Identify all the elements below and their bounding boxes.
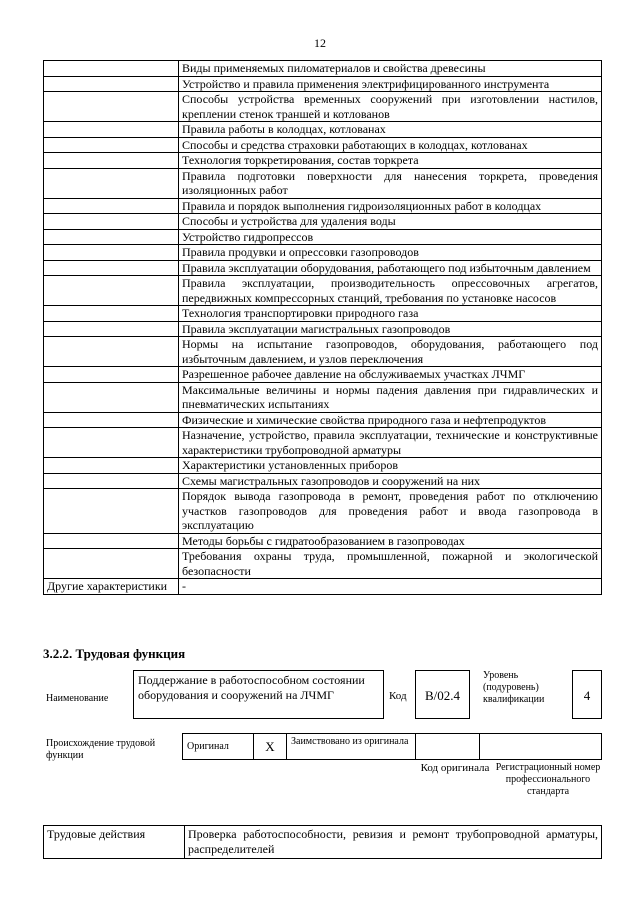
knowledge-left-cell	[44, 122, 179, 138]
knowledge-row	[44, 122, 602, 138]
knowledge-item: Способы и устройства для удаления воды	[179, 214, 602, 230]
borrowed-label: Заимствовано из оригинала	[291, 736, 409, 747]
knowledge-left-cell	[44, 533, 179, 549]
knowledge-left-cell	[44, 382, 179, 412]
knowledge-table	[43, 60, 602, 595]
knowledge-item: Назначение, устройство, правила эксплуатации, технические и конструктивные характеристики трубопроводной арматуры	[179, 428, 602, 458]
knowledge-left-cell	[44, 245, 179, 261]
action-item: Проверка работоспособности, ревизия и ремонт трубопроводной арматуры, распределителей	[188, 827, 598, 856]
knowledge-row	[44, 306, 602, 322]
knowledge-left-cell	[44, 489, 179, 534]
knowledge-row	[44, 428, 602, 458]
original-code-cell	[416, 734, 480, 760]
knowledge-row	[44, 260, 602, 276]
other-characteristics-row	[44, 579, 602, 595]
knowledge-row	[44, 473, 602, 489]
knowledge-row	[44, 276, 602, 306]
knowledge-row	[44, 245, 602, 261]
level-value-box	[572, 670, 602, 719]
knowledge-left-cell	[44, 473, 179, 489]
knowledge-item: Требования охраны труда, промышленной, пожарной и экологической безопасности	[179, 549, 602, 579]
knowledge-left-cell	[44, 367, 179, 383]
knowledge-row	[44, 458, 602, 474]
actions-table	[43, 825, 602, 859]
knowledge-item: Устройство и правила применения электрифицированного инструмента	[179, 76, 602, 92]
code-original-caption: Код оригинала	[420, 762, 490, 774]
knowledge-left-cell	[44, 458, 179, 474]
knowledge-item: Правила подготовки поверхности для нанесения торкрета, проведения изоляционных работ	[179, 168, 602, 198]
level-label: Уровень (подуровень) квалификации	[483, 670, 545, 705]
knowledge-item: Характеристики установленных приборов	[179, 458, 602, 474]
other-characteristics-label: Другие характеристики	[44, 579, 179, 595]
knowledge-left-cell	[44, 198, 179, 214]
function-name-value: Поддержание в работоспособном состоянии оборудования и сооружений на ЛЧМГ	[138, 673, 365, 702]
knowledge-item: Физические и химические свойства природного газа и нефтепродуктов	[179, 412, 602, 428]
knowledge-row	[44, 382, 602, 412]
knowledge-left-cell	[44, 229, 179, 245]
actions-label: Трудовые действия	[47, 827, 146, 841]
knowledge-item: Порядок вывода газопровода в ремонт, проведения работ по отключению участков газопроводов для проведения работ и ввода газопровода в эксплуатацию	[179, 489, 602, 534]
origin-table	[182, 733, 602, 760]
section-title: 3.2.2. Трудовая функция	[43, 646, 186, 661]
page-number: 12	[314, 36, 326, 50]
knowledge-left-cell	[44, 306, 179, 322]
actions-item-cell	[185, 826, 602, 859]
actions-label-cell	[44, 826, 185, 859]
knowledge-row	[44, 489, 602, 534]
knowledge-row	[44, 76, 602, 92]
original-label: Оригинал	[187, 741, 229, 752]
knowledge-left-cell	[44, 428, 179, 458]
knowledge-left-cell	[44, 61, 179, 77]
knowledge-row	[44, 337, 602, 367]
knowledge-left-cell	[44, 76, 179, 92]
knowledge-item: Методы борьбы с гидратообразованием в газопроводах	[179, 533, 602, 549]
registration-number-cell	[480, 734, 602, 760]
knowledge-left-cell	[44, 337, 179, 367]
knowledge-item: Виды применяемых пиломатериалов и свойства древесины	[179, 61, 602, 77]
knowledge-left-cell	[44, 321, 179, 337]
knowledge-item: Технология транспортировки природного газа	[179, 306, 602, 322]
knowledge-row	[44, 412, 602, 428]
knowledge-left-cell	[44, 214, 179, 230]
knowledge-row	[44, 214, 602, 230]
knowledge-row	[44, 229, 602, 245]
knowledge-row	[44, 533, 602, 549]
knowledge-item: Способы и средства страховки работающих в колодцах, котлованах	[179, 137, 602, 153]
knowledge-left-cell	[44, 92, 179, 122]
code-value-box	[415, 670, 470, 719]
knowledge-item: Устройство гидропрессов	[179, 229, 602, 245]
knowledge-item: Правила продувки и опрессовки газопроводов	[179, 245, 602, 261]
knowledge-row	[44, 61, 602, 77]
knowledge-left-cell	[44, 168, 179, 198]
original-mark-cell	[254, 734, 287, 760]
knowledge-left-cell	[44, 260, 179, 276]
knowledge-row	[44, 549, 602, 579]
origin-label: Происхождение трудовой функции	[46, 738, 156, 761]
knowledge-row	[44, 168, 602, 198]
knowledge-row	[44, 367, 602, 383]
knowledge-row	[44, 198, 602, 214]
code-value: B/02.4	[424, 688, 461, 703]
knowledge-item: Правила эксплуатации, производительность опрессовочных агрегатов, передвижных компрессорных станций, требования по установке насосов	[179, 276, 602, 306]
function-name-box	[133, 670, 384, 719]
knowledge-left-cell	[44, 412, 179, 428]
knowledge-left-cell	[44, 549, 179, 579]
borrowed-cell	[287, 734, 416, 760]
code-label: Код	[389, 690, 407, 702]
knowledge-row	[44, 153, 602, 169]
original-mark: X	[265, 739, 275, 754]
knowledge-item: Правила работы в колодцах, котлованах	[179, 122, 602, 138]
knowledge-left-cell	[44, 153, 179, 169]
knowledge-item: Правила и порядок выполнения гидроизоляционных работ в колодцах	[179, 198, 602, 214]
knowledge-item: Схемы магистральных газопроводов и сооружений на них	[179, 473, 602, 489]
knowledge-row	[44, 137, 602, 153]
registration-caption: Регистрационный номер профессионального стандарта	[495, 762, 601, 797]
knowledge-row	[44, 92, 602, 122]
knowledge-row	[44, 321, 602, 337]
original-cell	[183, 734, 254, 760]
knowledge-item: Правила эксплуатации оборудования, работающего под избыточным давлением	[179, 260, 602, 276]
knowledge-item: Способы устройства временных сооружений при изготовлении настилов, креплении стенок траншей и котлованов	[179, 92, 602, 122]
knowledge-item: Правила эксплуатации магистральных газопроводов	[179, 321, 602, 337]
knowledge-item: Разрешенное рабочее давление на обслуживаемых участках ЛЧМГ	[179, 367, 602, 383]
knowledge-item: Нормы на испытание газопроводов, оборудования, работающего под избыточным давлением, и узлов переключения	[179, 337, 602, 367]
level-value: 4	[583, 688, 591, 703]
knowledge-item: Технология торкретирования, состав торкрета	[179, 153, 602, 169]
knowledge-left-cell	[44, 137, 179, 153]
other-characteristics-value: -	[179, 579, 602, 595]
name-label: Наименование	[46, 693, 109, 704]
knowledge-item: Максимальные величины и нормы падения давления при гидравлических и пневматических испытаниях	[179, 382, 602, 412]
knowledge-left-cell	[44, 276, 179, 306]
